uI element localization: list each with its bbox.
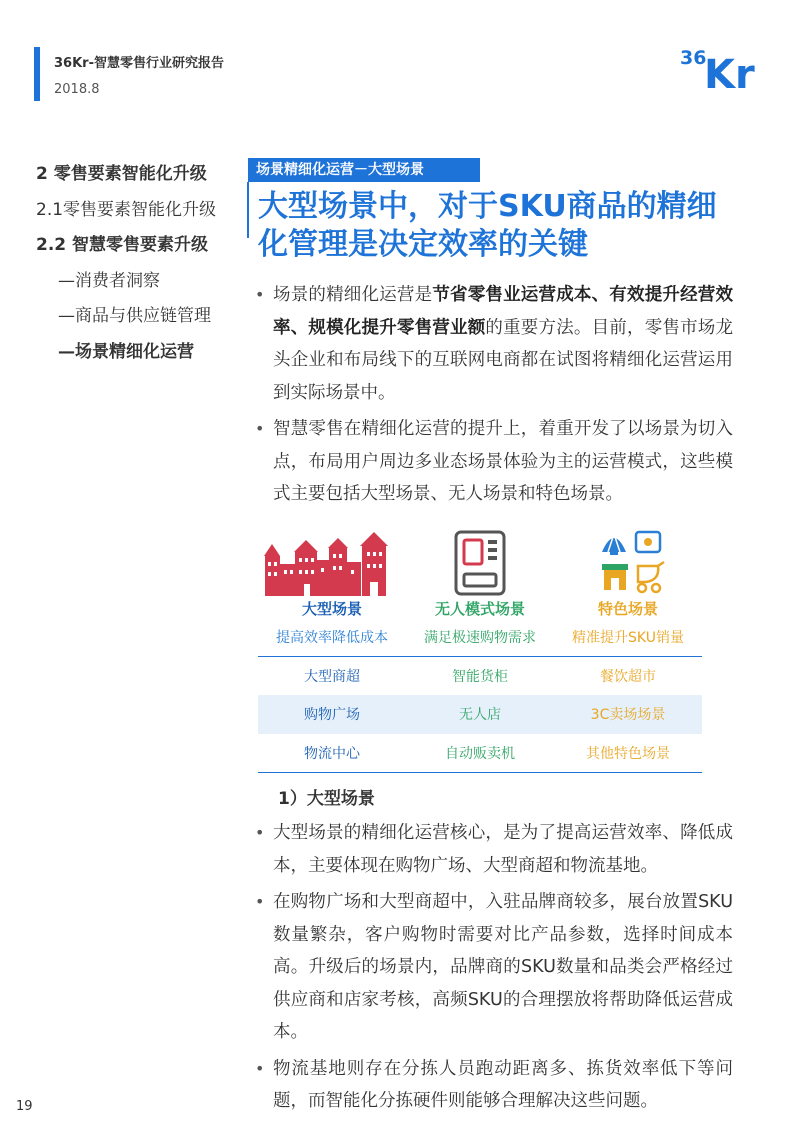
- scenario-large: [258, 598, 406, 650]
- 36kr-logo: [680, 42, 764, 92]
- scenario-large-title: 大型场景: [301, 600, 362, 618]
- scenario-table: [258, 656, 702, 773]
- report-date: 2018.8: [54, 82, 100, 97]
- bullet-text: 的重要方法。目前，零售市场龙头企业和布局线下的互联网电商都在试图将精细化运营运用到实际场景中。: [273, 317, 734, 403]
- scenario-unmanned-title: 无人模式场景: [434, 600, 525, 618]
- detail-bullets: [255, 817, 733, 1122]
- phone-icon: [636, 532, 660, 552]
- bullet-text: 在购物广场和大型商超中，入驻品牌商较多，展台放置SKU数量繁杂，客户购物时需要对比产品参数，选择时间成本高。升级后的场景内，品牌商的SKU数量和品类会严格经过供应商和店家考核，高频SKU的合理摆放将帮助降低运营成本。: [273, 892, 733, 1042]
- table-cell: 无人店: [406, 695, 554, 734]
- scenario-unmanned: [406, 598, 554, 650]
- bullet-item: [255, 279, 733, 409]
- bullet-emphasis: 节省零售业运营成本、有效提升经营效率、规模化提升零售营业额: [273, 285, 734, 338]
- toc-item: —消费者洞察: [58, 270, 160, 291]
- table-cell: 3C卖场场景: [554, 695, 702, 734]
- seashell-icon: [602, 534, 626, 555]
- table-cell: 物流中心: [304, 745, 360, 762]
- table-row: [258, 657, 702, 696]
- bullet-text: 大型场景的精细化运营核心，是为了提高运营效率、降低成本，主要体现在购物广场、大型商超和物流基地。: [273, 823, 733, 876]
- table-cell: 其他特色场景: [586, 745, 670, 762]
- logo-36: 36: [680, 47, 707, 69]
- report-title: 36Kr-智慧零售行业研究报告: [54, 56, 224, 71]
- toc-item: —场景精细化运营: [58, 341, 194, 362]
- section-tag: 场景精细化运营－大型场景: [248, 158, 480, 182]
- table-cell: 餐饮超市: [600, 669, 656, 685]
- subheading: 1）大型场景: [278, 789, 375, 809]
- bullet-item: [255, 1053, 733, 1118]
- table-row: [258, 695, 702, 734]
- bullet-text: 智慧零售在精细化运营的提升上，着重开发了以场景为切入点，布局用户周边多业态场景体验为主的运营模式，这些模式主要包括大型场景、无人场景和特色场景。: [273, 419, 733, 504]
- intro-bullets: [255, 279, 733, 515]
- table-cell: 大型商超: [304, 669, 360, 685]
- bullet-dot-icon: •: [255, 1058, 265, 1078]
- special-scene-icons: [598, 526, 668, 596]
- bullet-item: [255, 413, 733, 511]
- bullet-item: [255, 817, 733, 882]
- city-buildings-icon: [262, 526, 390, 598]
- scenario-special-title: 特色场景: [597, 600, 658, 618]
- scenario-special: [554, 598, 702, 650]
- bullet-dot-icon: •: [255, 419, 265, 438]
- bullet-dot-icon: •: [255, 892, 265, 911]
- bullet-item: [255, 886, 733, 1049]
- logo-kr: Kr: [704, 52, 755, 92]
- header-accent-bar: [34, 47, 40, 101]
- toc-item: 2.2 智慧零售要素升级: [36, 235, 209, 255]
- table-cell: 自动贩卖机: [445, 745, 515, 762]
- bullet-text: 场景的精细化运营是: [273, 285, 433, 305]
- table-of-contents: [36, 163, 236, 376]
- scenario-unmanned-subtitle: 满足极速购物需求: [424, 630, 536, 646]
- toc-item: 2.1零售要素智能化升级: [36, 199, 217, 220]
- toc-item: 2 零售要素智能化升级: [36, 164, 207, 184]
- table-row: [258, 734, 702, 773]
- scenario-large-subtitle: 提高效率降低成本: [276, 630, 388, 646]
- table-cell: 购物广场: [258, 695, 406, 734]
- scenario-special-subtitle: 精准提升SKU销量: [572, 630, 684, 646]
- bullet-dot-icon: •: [255, 285, 265, 304]
- toc-item: —商品与供应链管理: [58, 306, 211, 326]
- bullet-text: 物流基地则存在分拣人员跑动距离多、拣货效率低下等问题，而智能化分拣硬件则能够合理解决这些问题。: [273, 1058, 733, 1111]
- stroller-icon: [638, 562, 664, 592]
- table-cell: 智能货柜: [452, 669, 508, 685]
- vending-machine-icon: [453, 530, 507, 596]
- page-number: 19: [16, 1099, 33, 1114]
- bullet-dot-icon: •: [255, 823, 265, 842]
- shop-icon: [602, 564, 628, 590]
- headline: 大型场景中，对于SKU商品的精细化管理是决定效率的关键: [258, 189, 717, 262]
- section-tag-line: [247, 182, 249, 238]
